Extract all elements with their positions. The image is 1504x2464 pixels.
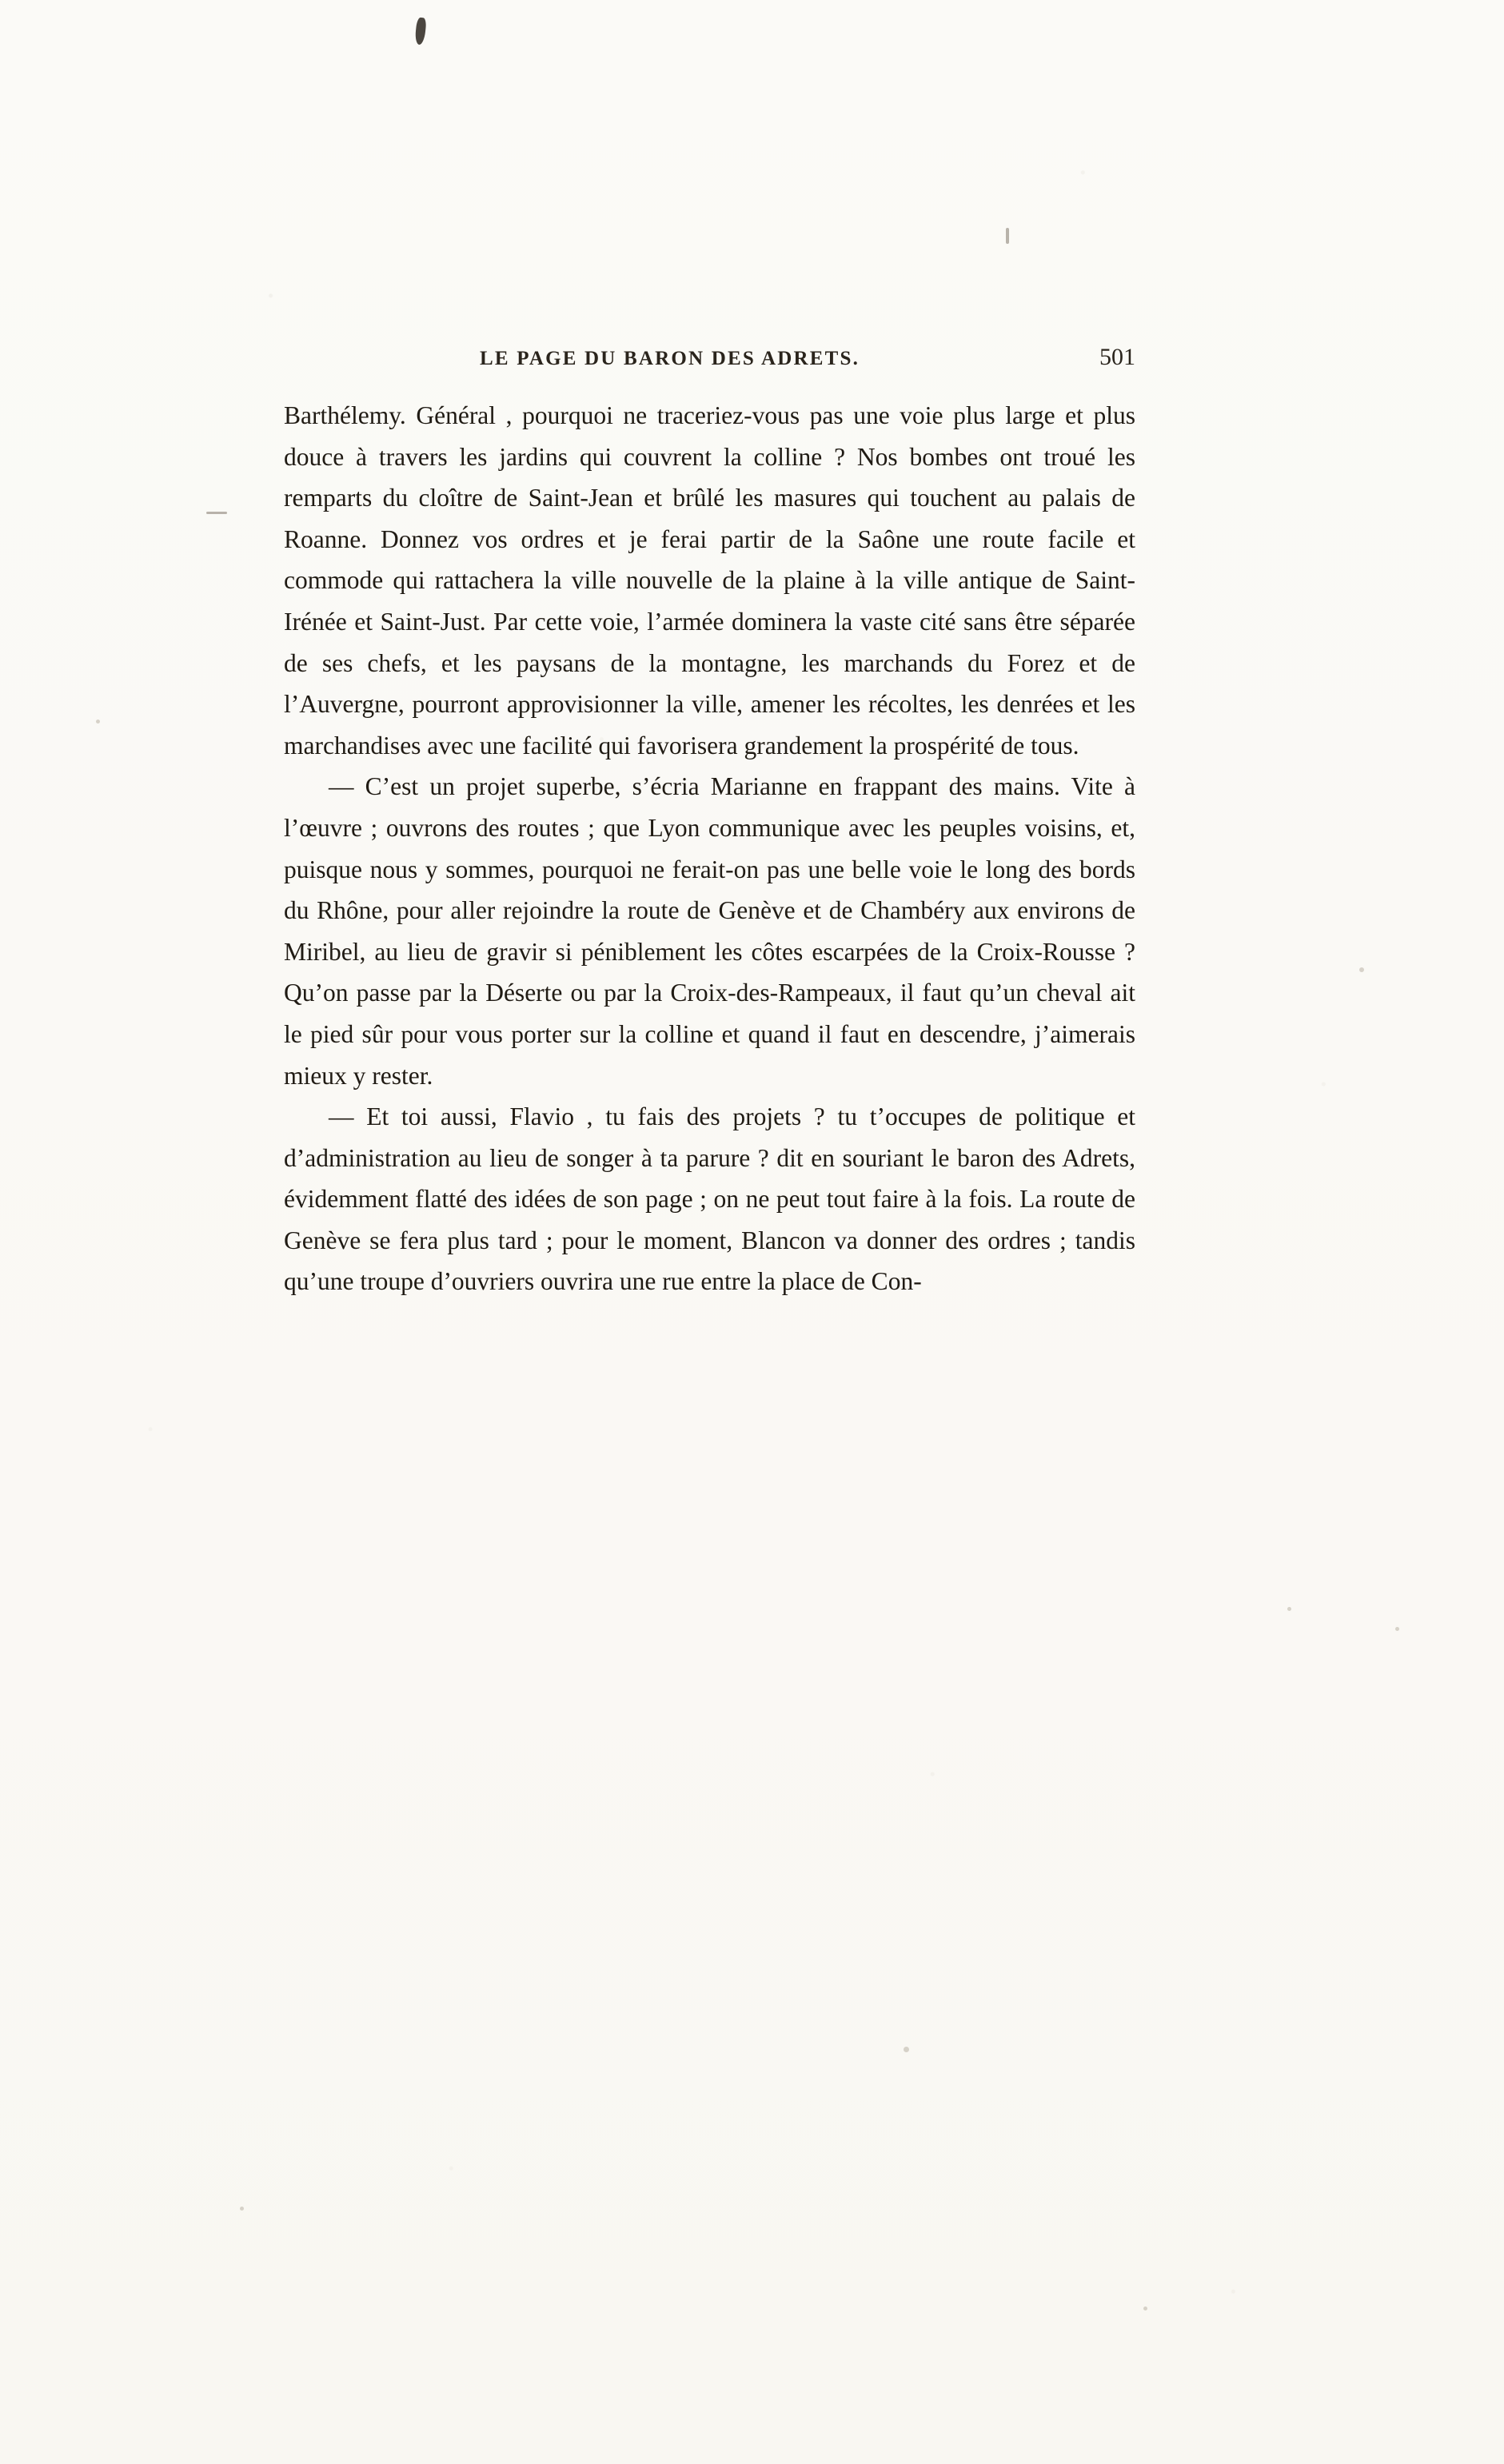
paper-speck-icon (1143, 2307, 1147, 2310)
running-head (284, 344, 1135, 371)
paragraph: Barthélemy. Général , pourquoi ne traceriez-vous pas une voie plus large et plus douce à travers les jardins qui couvrent la colline ? Nos bombes ont troué les remparts du cloître de Saint-Jean et brûlé les masures qui touchent au palais de Roanne. Donnez vos ordres et je ferai partir de la Saône une route facile et commode qui rattachera la ville nouvelle de la plaine à la ville antique de Saint-Irénée et Saint-Just. Par cette voie, l’armée dominera la vaste cité sans être séparée de ses chefs, et les paysans de la montagne, les marchands du Forez et de l’Auvergne, pourront approvisionner la ville, amener les récoltes, les denrées et les marchandises avec une facilité qui favorisera grandement la prospérité de tous. (284, 401, 1135, 760)
paper-speck-icon (1359, 967, 1364, 972)
ink-dash-icon (206, 512, 227, 514)
page-content (284, 344, 1135, 1302)
paragraph: — C’est un projet superbe, s’écria Marianne en frappant des mains. Vite à l’œuvre ; ouvrons des routes ; que Lyon communique avec les peuples voisins, et, puisque nous y sommes, pourquoi ne ferait-on pas une belle voie le long des bords du Rhône, pour aller rejoindre la route de Genève et de Chambéry aux environs de Miribel, au lieu de gravir si péniblement les côtes escarpées de la Croix-Rousse ? Qu’on passe par la Déserte ou par la Croix-des-Rampeaux, il faut qu’un cheval ait le pied sûr pour vous porter sur la colline et quand il faut en descendre, j’aimerais mieux y rester. (284, 772, 1135, 1090)
paper-speck-icon (904, 2047, 909, 2052)
body-text (284, 395, 1135, 1302)
paper-speck-icon (240, 2207, 244, 2211)
paper-speck-icon (1287, 1607, 1291, 1611)
ink-dash-icon (1006, 228, 1009, 244)
running-head-title: LE PAGE DU BARON DES ADRETS. (480, 348, 860, 369)
paragraph: — Et toi aussi, Flavio , tu fais des projets ? tu t’occupes de politique et d’administration au lieu de songer à ta parure ? dit en souriant le baron des Adrets, évidemment flatté des idées de son page ; on ne peut tout faire à la fois. La route de Genève se fera plus tard ; pour le moment, Blancon va donner des ordres ; tandis qu’une troupe d’ouvriers ouvrira une rue entre la place de Con- (284, 1102, 1135, 1296)
ink-mark-icon (414, 17, 426, 45)
page-number: 501 (1099, 344, 1135, 370)
paper-speck-icon (96, 720, 100, 724)
paper-speck-icon (1395, 1627, 1399, 1631)
